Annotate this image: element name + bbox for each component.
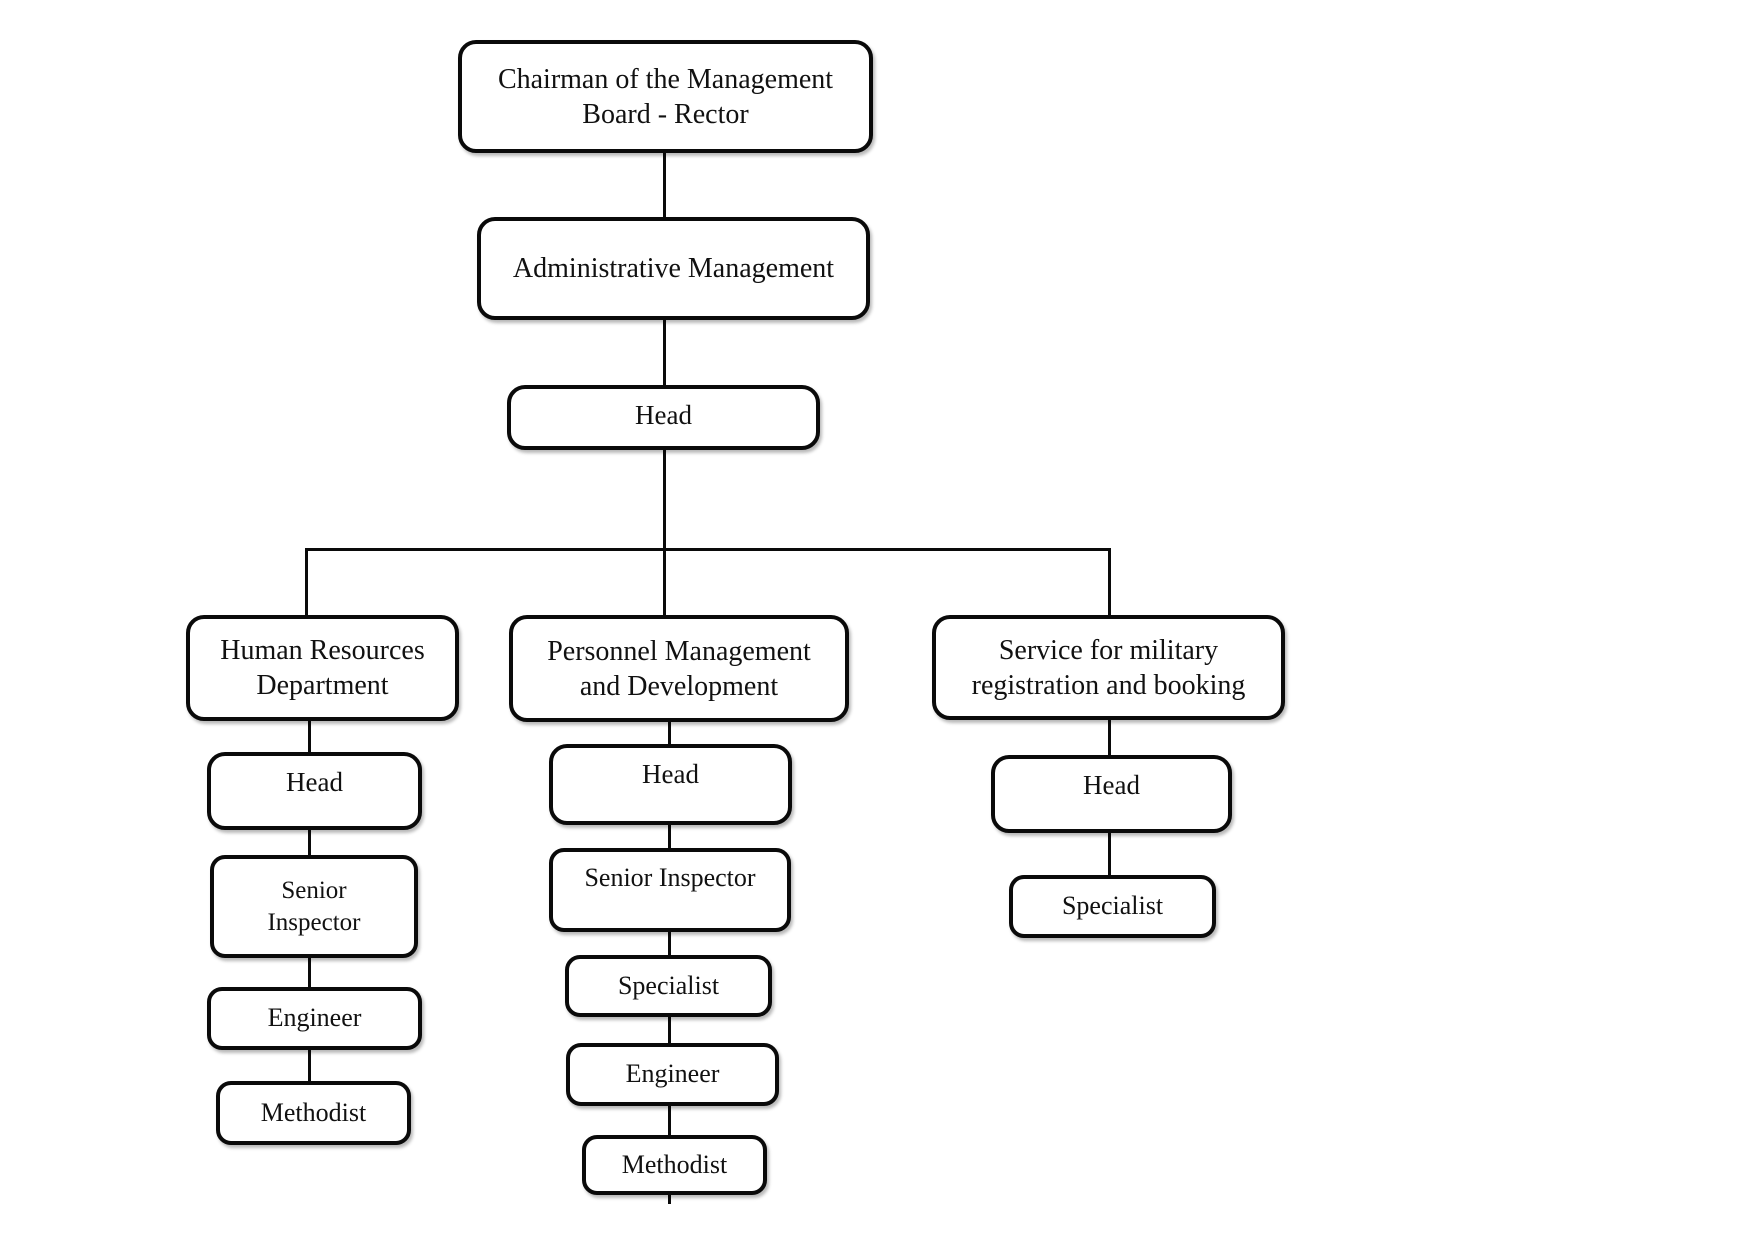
node-military-service-line2: registration and booking bbox=[971, 669, 1246, 701]
node-military-service-line1: Service for military bbox=[998, 634, 1219, 666]
node-administrative-head bbox=[507, 385, 820, 450]
node-hr-senior-inspector-line1: Senior bbox=[281, 877, 347, 905]
node-personnel-specialist bbox=[565, 955, 772, 1017]
connector-military-head bbox=[1108, 720, 1111, 755]
node-chairman-line2: Board - Rector bbox=[582, 98, 749, 130]
node-hr-department-line1: Human Resources bbox=[220, 635, 425, 666]
connector-personnel-engineer-methodist bbox=[668, 1106, 671, 1135]
node-hr-methodist-label: Methodist bbox=[260, 1097, 367, 1127]
node-personnel-head-label: Head bbox=[642, 759, 699, 789]
connector-branch-bar bbox=[305, 548, 1111, 551]
node-personnel-senior-inspector bbox=[549, 848, 791, 932]
connector-personnel-head-senior bbox=[668, 825, 671, 848]
connector-hr-engineer-methodist bbox=[308, 1050, 311, 1081]
node-military-service bbox=[932, 615, 1285, 720]
node-personnel-senior-inspector-label: Senior Inspector bbox=[584, 863, 756, 892]
node-personnel-engineer-label: Engineer bbox=[625, 1059, 720, 1089]
connector-personnel-head bbox=[668, 722, 671, 744]
connector-drop-personnel bbox=[663, 548, 666, 615]
connector-head-branches bbox=[663, 450, 666, 548]
connector-admin-head bbox=[663, 320, 666, 385]
node-hr-senior-inspector bbox=[210, 855, 418, 958]
node-personnel-specialist-label: Specialist bbox=[617, 970, 720, 1000]
connector-hr-head bbox=[308, 721, 311, 752]
connector-personnel-specialist-engineer bbox=[668, 1017, 671, 1043]
node-hr-senior-inspector-line2: Inspector bbox=[267, 908, 361, 936]
connector-personnel-senior-specialist bbox=[668, 932, 671, 955]
node-military-head bbox=[991, 755, 1232, 833]
node-personnel-department-line1: Personnel Management bbox=[547, 635, 811, 667]
node-military-specialist bbox=[1009, 875, 1216, 938]
node-administrative-management-label: Administrative Management bbox=[512, 253, 835, 284]
connector-personnel-methodist-stub bbox=[668, 1195, 671, 1204]
node-personnel-head bbox=[549, 744, 792, 825]
node-administrative-head-label: Head bbox=[635, 400, 692, 430]
node-personnel-methodist bbox=[582, 1135, 767, 1195]
node-personnel-engineer bbox=[566, 1043, 779, 1106]
node-chairman-line1: Chairman of the Management bbox=[497, 63, 834, 95]
node-personnel-department bbox=[509, 615, 849, 722]
node-chairman bbox=[458, 40, 873, 153]
node-hr-head-label: Head bbox=[286, 767, 343, 797]
node-hr-department-line2: Department bbox=[256, 670, 389, 701]
node-military-specialist-label: Specialist bbox=[1061, 891, 1164, 921]
connector-military-head-specialist bbox=[1108, 833, 1111, 875]
connector-hr-head-senior bbox=[308, 830, 311, 855]
connector-chairman-admin bbox=[663, 153, 666, 217]
connector-drop-hr bbox=[305, 548, 308, 615]
node-military-head-label: Head bbox=[1083, 770, 1140, 800]
node-personnel-department-line2: and Development bbox=[579, 670, 779, 702]
node-administrative-management bbox=[477, 217, 870, 320]
node-personnel-methodist-label: Methodist bbox=[621, 1149, 728, 1179]
node-hr-engineer-label: Engineer bbox=[267, 1003, 362, 1033]
connector-hr-senior-engineer bbox=[308, 958, 311, 987]
node-hr-engineer bbox=[207, 987, 422, 1050]
node-hr-department bbox=[186, 615, 459, 721]
node-hr-methodist bbox=[216, 1081, 411, 1145]
connector-drop-military bbox=[1108, 548, 1111, 615]
node-hr-head bbox=[207, 752, 422, 830]
